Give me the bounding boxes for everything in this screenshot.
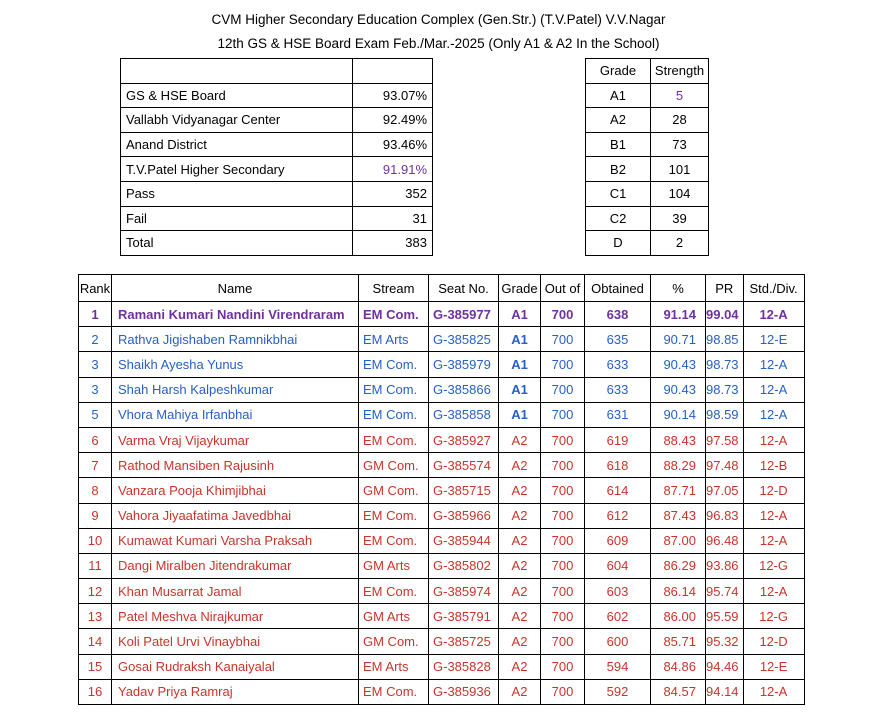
rank-cell: 9 xyxy=(79,503,112,528)
results-row xyxy=(79,629,805,654)
results-row xyxy=(79,352,805,377)
obtained-cell: 603 xyxy=(585,579,651,604)
rank-cell: 14 xyxy=(79,629,112,654)
results-table xyxy=(78,274,805,705)
out-of-cell: 700 xyxy=(541,579,585,604)
stream-cell: EM Com. xyxy=(359,352,429,377)
stream-cell: EM Com. xyxy=(359,302,429,327)
std-div-cell: 12-D xyxy=(743,478,804,503)
summary-row xyxy=(121,108,433,133)
results-row xyxy=(79,302,805,327)
std-div-cell: 12-A xyxy=(743,528,804,553)
grade-cell: A2 xyxy=(499,604,541,629)
percent-cell: 87.71 xyxy=(651,478,706,503)
strength-value: 28 xyxy=(651,108,709,133)
std-div-cell: 12-A xyxy=(743,402,804,427)
grade-cell: A2 xyxy=(499,654,541,679)
grade-strength-header-row xyxy=(586,59,709,84)
out-of-cell: 700 xyxy=(541,302,585,327)
strength-value: 5 xyxy=(651,83,709,108)
percent-cell: 88.29 xyxy=(651,453,706,478)
summary-row xyxy=(121,206,433,231)
std-div-cell: 12-E xyxy=(743,327,804,352)
rank-cell: 3 xyxy=(79,377,112,402)
summary-value: 93.46% xyxy=(353,132,433,157)
grade-cell: A2 xyxy=(499,579,541,604)
std-div-cell: 12-A xyxy=(743,579,804,604)
out-of-cell: 700 xyxy=(541,528,585,553)
results-column-header: Stream xyxy=(359,275,429,302)
obtained-cell: 609 xyxy=(585,528,651,553)
grade-strength-row xyxy=(586,157,709,182)
out-of-cell: 700 xyxy=(541,604,585,629)
summary-row xyxy=(121,59,433,84)
obtained-cell: 618 xyxy=(585,453,651,478)
stream-cell: EM Com. xyxy=(359,427,429,452)
student-name-cell: Dangi Miralben Jitendrakumar xyxy=(112,553,359,578)
out-of-cell: 700 xyxy=(541,453,585,478)
obtained-cell: 635 xyxy=(585,327,651,352)
grade-cell: A2 xyxy=(499,427,541,452)
out-of-cell: 700 xyxy=(541,427,585,452)
out-of-cell: 700 xyxy=(541,553,585,578)
seat-no-cell: G-385966 xyxy=(429,503,499,528)
rank-cell: 7 xyxy=(79,453,112,478)
percent-cell: 90.43 xyxy=(651,377,706,402)
rank-cell: 11 xyxy=(79,553,112,578)
pr-cell: 96.83 xyxy=(706,503,744,528)
summary-value: 352 xyxy=(353,181,433,206)
percent-cell: 87.00 xyxy=(651,528,706,553)
pr-cell: 94.46 xyxy=(706,654,744,679)
stream-cell: EM Com. xyxy=(359,503,429,528)
results-row xyxy=(79,478,805,503)
grade-strength-row xyxy=(586,132,709,157)
summary-label: Pass xyxy=(121,181,353,206)
rank-cell: 5 xyxy=(79,402,112,427)
std-div-cell: 12-A xyxy=(743,503,804,528)
stream-cell: GM Com. xyxy=(359,629,429,654)
student-name-cell: Kumawat Kumari Varsha Praksah xyxy=(112,528,359,553)
stream-cell: EM Com. xyxy=(359,528,429,553)
results-column-header: Out of xyxy=(541,275,585,302)
strength-value: 73 xyxy=(651,132,709,157)
results-column-header: Obtained xyxy=(585,275,651,302)
summary-label: Anand District xyxy=(121,132,353,157)
stream-cell: EM Com. xyxy=(359,679,429,704)
student-name-cell: Shaikh Ayesha Yunus xyxy=(112,352,359,377)
grade-cell: A2 xyxy=(499,478,541,503)
results-column-header: % xyxy=(651,275,706,302)
pr-cell: 96.48 xyxy=(706,528,744,553)
summary-value xyxy=(353,59,433,84)
obtained-cell: 631 xyxy=(585,402,651,427)
rank-cell: 3 xyxy=(79,352,112,377)
std-div-cell: 12-B xyxy=(743,453,804,478)
seat-no-cell: G-385927 xyxy=(429,427,499,452)
results-row xyxy=(79,327,805,352)
grade-cell: A2 xyxy=(499,629,541,654)
percent-cell: 84.86 xyxy=(651,654,706,679)
results-row xyxy=(79,427,805,452)
strength-column-header: Strength xyxy=(651,59,709,84)
obtained-cell: 602 xyxy=(585,604,651,629)
obtained-cell: 594 xyxy=(585,654,651,679)
obtained-cell: 633 xyxy=(585,352,651,377)
stream-cell: EM Com. xyxy=(359,402,429,427)
results-row xyxy=(79,528,805,553)
pr-cell: 97.05 xyxy=(706,478,744,503)
out-of-cell: 700 xyxy=(541,629,585,654)
summary-value: 93.07% xyxy=(353,83,433,108)
summary-label: Fail xyxy=(121,206,353,231)
results-row xyxy=(79,679,805,704)
results-row xyxy=(79,453,805,478)
results-header-row xyxy=(79,275,805,302)
rank-cell: 8 xyxy=(79,478,112,503)
grade-strength-row xyxy=(586,206,709,231)
rank-cell: 2 xyxy=(79,327,112,352)
percent-cell: 87.43 xyxy=(651,503,706,528)
std-div-cell: 12-G xyxy=(743,553,804,578)
summary-label: Vallabh Vidyanagar Center xyxy=(121,108,353,133)
summary-value: 31 xyxy=(353,206,433,231)
grade-cell: A1 xyxy=(499,377,541,402)
std-div-cell: 12-A xyxy=(743,352,804,377)
out-of-cell: 700 xyxy=(541,654,585,679)
student-name-cell: Rathva Jigishaben Ramnikbhai xyxy=(112,327,359,352)
grade-cell: A1 xyxy=(499,352,541,377)
results-column-header: Seat No. xyxy=(429,275,499,302)
student-name-cell: Patel Meshva Nirajkumar xyxy=(112,604,359,629)
pr-cell: 98.73 xyxy=(706,352,744,377)
rank-cell: 13 xyxy=(79,604,112,629)
seat-no-cell: G-385858 xyxy=(429,402,499,427)
percent-cell: 84.57 xyxy=(651,679,706,704)
rank-cell: 15 xyxy=(79,654,112,679)
results-row xyxy=(79,377,805,402)
summary-label: GS & HSE Board xyxy=(121,83,353,108)
pr-cell: 97.58 xyxy=(706,427,744,452)
summary-value: 91.91% xyxy=(353,157,433,182)
results-row xyxy=(79,503,805,528)
student-name-cell: Gosai Rudraksh Kanaiyalal xyxy=(112,654,359,679)
results-column-header: Rank xyxy=(79,275,112,302)
std-div-cell: 12-D xyxy=(743,629,804,654)
grade-value: A2 xyxy=(586,108,651,133)
student-name-cell: Vhora Mahiya Irfanbhai xyxy=(112,402,359,427)
seat-no-cell: G-385825 xyxy=(429,327,499,352)
rank-cell: 6 xyxy=(79,427,112,452)
seat-no-cell: G-385725 xyxy=(429,629,499,654)
grade-cell: A2 xyxy=(499,679,541,704)
strength-value: 104 xyxy=(651,181,709,206)
obtained-cell: 600 xyxy=(585,629,651,654)
summary-value: 383 xyxy=(353,231,433,256)
results-row xyxy=(79,553,805,578)
seat-no-cell: G-385944 xyxy=(429,528,499,553)
student-name-cell: Vahora Jiyaafatima Javedbhai xyxy=(112,503,359,528)
results-column-header: Grade xyxy=(499,275,541,302)
student-name-cell: Varma Vraj Vijaykumar xyxy=(112,427,359,452)
summary-table xyxy=(120,58,433,256)
summary-label: Total xyxy=(121,231,353,256)
student-name-cell: Shah Harsh Kalpeshkumar xyxy=(112,377,359,402)
rank-cell: 1 xyxy=(79,302,112,327)
summary-row xyxy=(121,231,433,256)
out-of-cell: 700 xyxy=(541,478,585,503)
seat-no-cell: G-385791 xyxy=(429,604,499,629)
obtained-cell: 614 xyxy=(585,478,651,503)
seat-no-cell: G-385974 xyxy=(429,579,499,604)
summary-value: 92.49% xyxy=(353,108,433,133)
obtained-cell: 633 xyxy=(585,377,651,402)
student-name-cell: Koli Patel Urvi Vinaybhai xyxy=(112,629,359,654)
pr-cell: 94.14 xyxy=(706,679,744,704)
out-of-cell: 700 xyxy=(541,402,585,427)
grade-value: B1 xyxy=(586,132,651,157)
results-column-header: Name xyxy=(112,275,359,302)
grade-value: C2 xyxy=(586,206,651,231)
std-div-cell: 12-G xyxy=(743,604,804,629)
stream-cell: GM Com. xyxy=(359,453,429,478)
student-name-cell: Vanzara Pooja Khimjibhai xyxy=(112,478,359,503)
grade-value: A1 xyxy=(586,83,651,108)
out-of-cell: 700 xyxy=(541,679,585,704)
obtained-cell: 592 xyxy=(585,679,651,704)
grade-strength-row xyxy=(586,83,709,108)
seat-no-cell: G-385977 xyxy=(429,302,499,327)
seat-no-cell: G-385936 xyxy=(429,679,499,704)
stream-cell: EM Com. xyxy=(359,579,429,604)
pr-cell: 99.04 xyxy=(706,302,744,327)
report-title: CVM Higher Secondary Education Complex (Gen.Str.) (T.V.Patel) V.V.Nagar xyxy=(211,12,666,27)
percent-cell: 86.29 xyxy=(651,553,706,578)
obtained-cell: 619 xyxy=(585,427,651,452)
stream-cell: EM Arts xyxy=(359,654,429,679)
report-subtitle: 12th GS & HSE Board Exam Feb./Mar.-2025 (Only A1 & A2 In the School) xyxy=(217,36,660,51)
results-row xyxy=(79,604,805,629)
grade-cell: A2 xyxy=(499,553,541,578)
summary-row xyxy=(121,157,433,182)
results-row xyxy=(79,579,805,604)
summary-label: T.V.Patel Higher Secondary xyxy=(121,157,353,182)
grade-strength-row xyxy=(586,181,709,206)
grade-cell: A2 xyxy=(499,503,541,528)
seat-no-cell: G-385979 xyxy=(429,352,499,377)
results-row xyxy=(79,402,805,427)
obtained-cell: 604 xyxy=(585,553,651,578)
obtained-cell: 612 xyxy=(585,503,651,528)
stream-cell: GM Com. xyxy=(359,478,429,503)
stream-cell: EM Com. xyxy=(359,377,429,402)
summary-label xyxy=(121,59,353,84)
student-name-cell: Ramani Kumari Nandini Virendraram xyxy=(112,302,359,327)
seat-no-cell: G-385715 xyxy=(429,478,499,503)
rank-cell: 10 xyxy=(79,528,112,553)
out-of-cell: 700 xyxy=(541,377,585,402)
grade-strength-row xyxy=(586,231,709,256)
strength-value: 2 xyxy=(651,231,709,256)
out-of-cell: 700 xyxy=(541,503,585,528)
student-name-cell: Rathod Mansiben Rajusinh xyxy=(112,453,359,478)
strength-value: 101 xyxy=(651,157,709,182)
student-name-cell: Yadav Priya Ramraj xyxy=(112,679,359,704)
pr-cell: 93.86 xyxy=(706,553,744,578)
obtained-cell: 638 xyxy=(585,302,651,327)
percent-cell: 86.00 xyxy=(651,604,706,629)
summary-row xyxy=(121,181,433,206)
grade-value: C1 xyxy=(586,181,651,206)
grade-cell: A1 xyxy=(499,302,541,327)
pr-cell: 95.74 xyxy=(706,579,744,604)
grade-value: D xyxy=(586,231,651,256)
percent-cell: 86.14 xyxy=(651,579,706,604)
strength-value: 39 xyxy=(651,206,709,231)
student-name-cell: Khan Musarrat Jamal xyxy=(112,579,359,604)
rank-cell: 16 xyxy=(79,679,112,704)
grade-cell: A1 xyxy=(499,402,541,427)
out-of-cell: 700 xyxy=(541,352,585,377)
rank-cell: 12 xyxy=(79,579,112,604)
grade-value: B2 xyxy=(586,157,651,182)
pr-cell: 95.59 xyxy=(706,604,744,629)
grade-column-header: Grade xyxy=(586,59,651,84)
std-div-cell: 12-A xyxy=(743,302,804,327)
stream-cell: EM Arts xyxy=(359,327,429,352)
pr-cell: 98.59 xyxy=(706,402,744,427)
pr-cell: 95.32 xyxy=(706,629,744,654)
percent-cell: 88.43 xyxy=(651,427,706,452)
percent-cell: 91.14 xyxy=(651,302,706,327)
grade-cell: A2 xyxy=(499,453,541,478)
std-div-cell: 12-A xyxy=(743,427,804,452)
seat-no-cell: G-385574 xyxy=(429,453,499,478)
std-div-cell: 12-A xyxy=(743,679,804,704)
seat-no-cell: G-385866 xyxy=(429,377,499,402)
percent-cell: 90.14 xyxy=(651,402,706,427)
grade-strength-row xyxy=(586,108,709,133)
percent-cell: 90.71 xyxy=(651,327,706,352)
std-div-cell: 12-E xyxy=(743,654,804,679)
percent-cell: 85.71 xyxy=(651,629,706,654)
summary-row xyxy=(121,132,433,157)
pr-cell: 97.48 xyxy=(706,453,744,478)
grade-strength-table xyxy=(585,58,709,256)
grade-cell: A1 xyxy=(499,327,541,352)
out-of-cell: 700 xyxy=(541,327,585,352)
grade-cell: A2 xyxy=(499,528,541,553)
std-div-cell: 12-A xyxy=(743,377,804,402)
results-column-header: PR xyxy=(706,275,744,302)
summary-row xyxy=(121,83,433,108)
pr-cell: 98.73 xyxy=(706,377,744,402)
seat-no-cell: G-385828 xyxy=(429,654,499,679)
percent-cell: 90.43 xyxy=(651,352,706,377)
results-row xyxy=(79,654,805,679)
stream-cell: GM Arts xyxy=(359,553,429,578)
pr-cell: 98.85 xyxy=(706,327,744,352)
results-column-header: Std./Div. xyxy=(743,275,804,302)
seat-no-cell: G-385802 xyxy=(429,553,499,578)
stream-cell: GM Arts xyxy=(359,604,429,629)
